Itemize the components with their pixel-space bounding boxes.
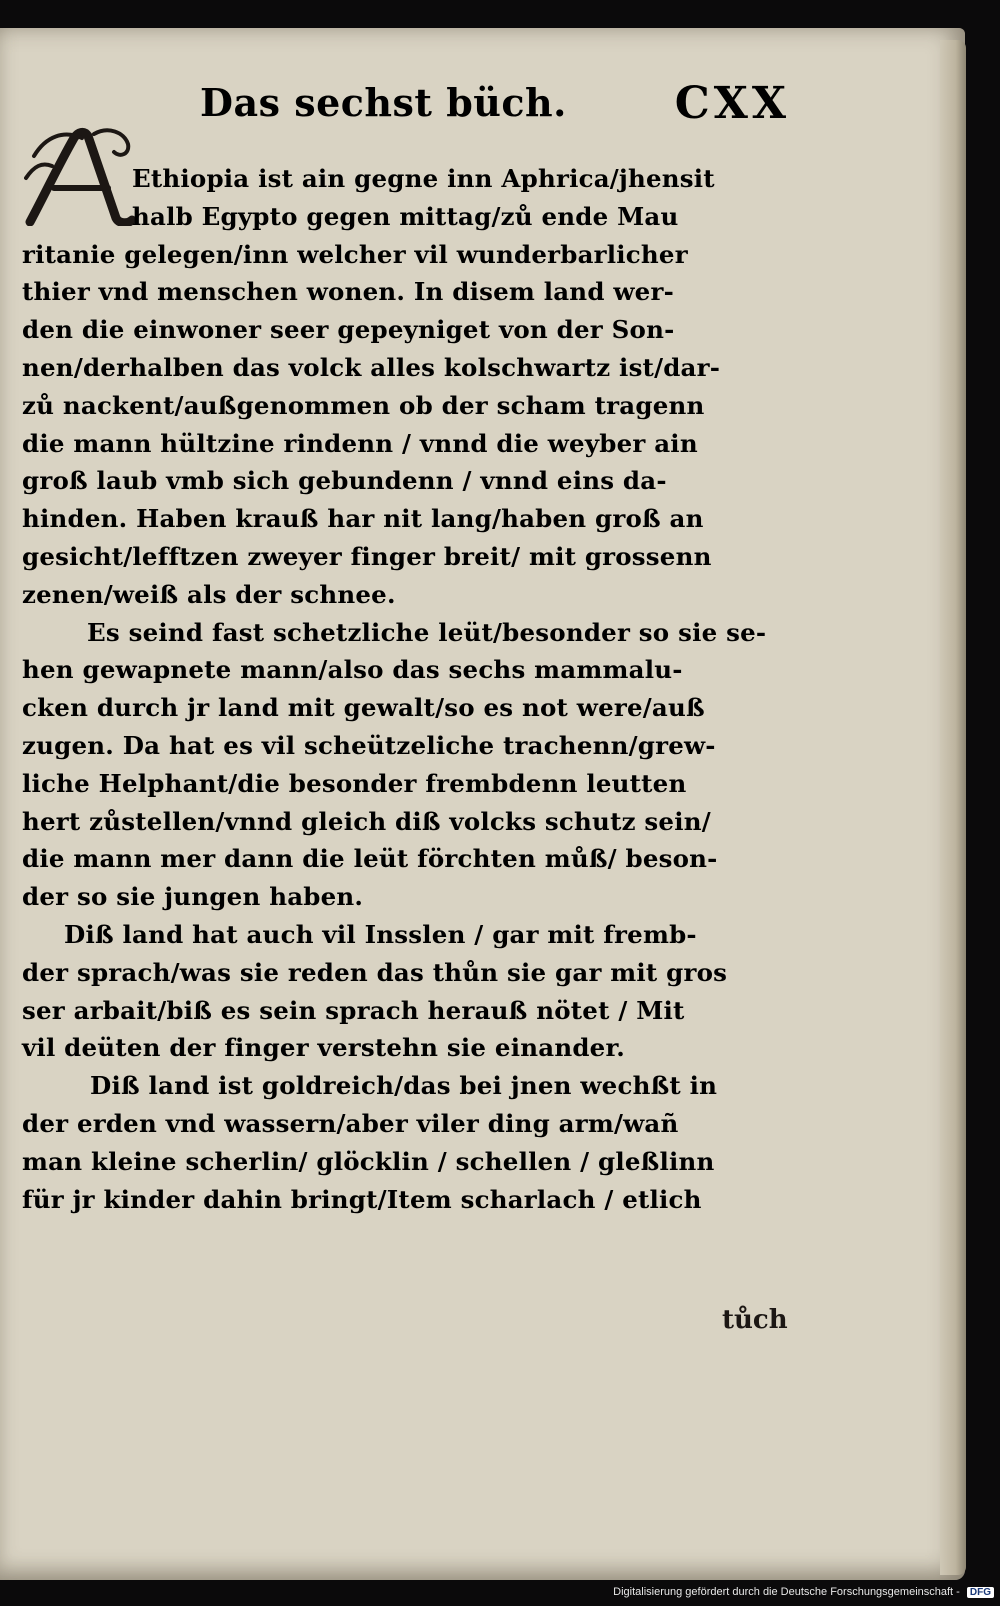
credit-text: Digitalisierung gefördert durch die Deutsche Forschungsgemeinschaft - <box>613 1586 960 1598</box>
text-line: der erden vnd wassern/aber viler ding arm/wañ <box>22 1108 679 1138</box>
text-line: Diß land ist goldreich/das bei jnen wechßt in <box>90 1071 718 1101</box>
text-line: liche Helphant/die besonder frembdenn leutten <box>22 768 687 798</box>
digitization-credit <box>0 1586 994 1604</box>
page-header <box>200 80 790 136</box>
text-line: hen gewapnete mann/also das sechs mammalu- <box>22 655 683 685</box>
text-line: man kleine scherlin/ glöcklin / schellen / gleßlinn <box>22 1146 715 1176</box>
text-line: Es seind fast schetzliche leüt/besonder so sie se- <box>87 617 767 647</box>
text-line: cken durch jr land mit gewalt/so es not were/auß <box>22 693 705 723</box>
catchword: tůch <box>722 1305 788 1335</box>
dfg-logo: DFG <box>967 1587 994 1598</box>
text-line: zů nackent/außgenommen ob der scham tragenn <box>22 390 705 420</box>
text-line: der sprach/was sie reden das thůn sie gar mit gros <box>22 957 728 987</box>
running-head: Das sechst büch. <box>200 80 567 125</box>
body-text <box>22 160 792 1218</box>
text-line: ser arbait/biß es sein sprach herauß nötet / Mit <box>22 995 685 1025</box>
text-line: hert zůstellen/vnnd gleich diß volcks schutz sein/ <box>22 806 711 836</box>
page-edge <box>940 40 966 1575</box>
text-line: groß laub vmb sich gebundenn / vnnd eins da- <box>22 466 667 496</box>
text-line: thier vnd menschen wonen. In disem land wer- <box>22 277 674 307</box>
folio-number: CXX <box>674 78 790 129</box>
text-line: gesicht/lefftzen zweyer finger breit/ mit grossenn <box>22 541 712 571</box>
text-line: hinden. Haben krauß har nit lang/haben groß an <box>22 504 704 534</box>
text-line: Ethiopia ist ain gegne inn Aphrica/jhensit <box>132 164 715 193</box>
text-line: der so sie jungen haben. <box>22 882 364 912</box>
text-line: zenen/weiß als der schnee. <box>22 579 396 609</box>
text-line: den die einwoner seer gepeyniget von der Son- <box>22 315 675 345</box>
text-line: halb Egypto gegen mittag/zů ende Mau <box>132 201 679 231</box>
text-line: die mann hültzine rindenn / vnnd die weyber ain <box>22 428 698 458</box>
text-line: zugen. Da hat es vil scheützeliche trachenn/grew- <box>22 730 716 760</box>
text-line: vil deüten der finger verstehn sie einander. <box>22 1033 626 1063</box>
text-line: nen/derhalben das volck alles kolschwartz ist/dar- <box>22 352 721 382</box>
text-line: für jr kinder dahin bringt/Item scharlach / etlich <box>22 1184 702 1214</box>
text-line: ritanie gelegen/inn welcher vil wunderbarlicher <box>22 239 688 269</box>
text-line: Diß land hat auch vil Insslen / gar mit fremb- <box>64 919 697 949</box>
text-line: die mann mer dann die leüt förchten můß/ beson- <box>22 844 718 874</box>
